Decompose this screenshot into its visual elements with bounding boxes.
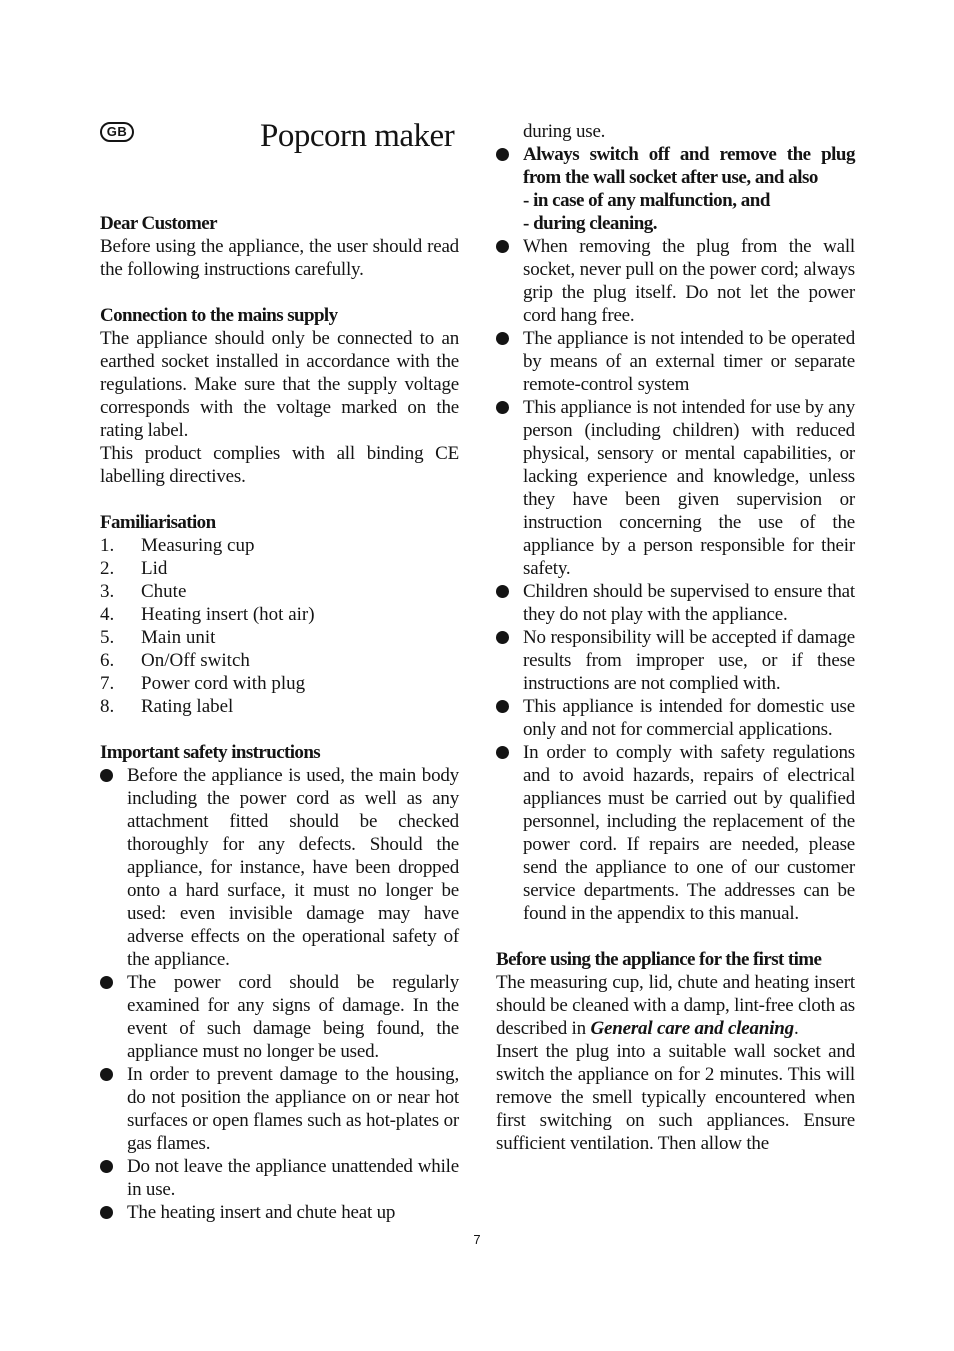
list-item <box>100 557 459 580</box>
list-item: Before the appliance is used, the main body including the power cord as well as any attachment fitted should be checked thoroughly for any defects. Should the appliance, for instance, have been dropped onto a hard surface, it must no longer be used: even invisible damage may have adverse effects on the operational safety of the appliance. <box>100 764 459 971</box>
first-time-text-2: Insert the plug into a suitable wall socket and switch the appliance on for 2 minutes. This will remove the smell typically encountered when first switching on such appliances. Ensure sufficient ventilation. Then allow the <box>496 1041 855 1154</box>
bullet-icon <box>496 240 509 253</box>
list-item: The power cord should be regularly examined for any signs of damage. In the event of such damage being found, the appliance must no longer be used. <box>100 971 459 1063</box>
bullet-icon <box>100 1068 113 1081</box>
bullet-icon <box>496 746 509 759</box>
item-label: Chute <box>141 581 187 602</box>
bullet-icon <box>100 1160 113 1173</box>
item-number: 1. <box>100 535 115 556</box>
list-item: When removing the plug from the wall socket, never pull on the power cord; always grip the plug itself. Do not let the power cord hang free. <box>496 235 855 327</box>
bullet-icon <box>496 148 509 161</box>
item-label: Heating insert (hot air) <box>141 604 315 625</box>
item-label: Rating label <box>141 696 234 717</box>
list-item: The appliance is not intended to be operated by means of an external timer or separate remote-control system <box>496 327 855 396</box>
care-cleaning-reference: General care and cleaning <box>590 1018 794 1039</box>
bullet-icon <box>100 1206 113 1219</box>
safety-list-continued <box>496 143 855 925</box>
continuation-text: during use. <box>523 121 606 142</box>
item-number: 4. <box>100 604 115 625</box>
list-item <box>100 695 459 718</box>
item-label: On/Off switch <box>141 650 250 671</box>
list-item <box>100 649 459 672</box>
list-item <box>100 534 459 557</box>
first-time-text: The measuring cup, lid, chute and heating insert should be cleaned with a damp, lint-free cloth as described in General care and cleaning. <box>496 972 855 1039</box>
list-item <box>100 603 459 626</box>
item-label: Lid <box>141 558 168 579</box>
list-item <box>496 143 855 235</box>
mains-supply-heading: Connection to the mains supply <box>100 305 338 326</box>
bullet-icon <box>496 332 509 345</box>
page-number: 7 <box>473 1232 481 1247</box>
item-number: 5. <box>100 627 115 648</box>
first-time-heading: Before using the appliance for the first time <box>496 949 822 970</box>
item-number: 6. <box>100 650 115 671</box>
list-item: The heating insert and chute heat up <box>100 1201 459 1224</box>
list-item: Children should be supervised to ensure that they do not play with the appliance. <box>496 580 855 626</box>
sub-item: - in case of any malfunction, and <box>523 190 770 211</box>
list-item: In order to comply with safety regulations and to avoid hazards, repairs of electrical appliances must be carried out by qualified personnel, including the replacement of the power cord. If repairs are needed, please send the appliance to one of our customer service departments. The addresses can be found in the appendix to this manual. <box>496 741 855 925</box>
familiarisation-heading: Familiarisation <box>100 512 216 533</box>
bullet-icon <box>496 631 509 644</box>
mains-supply-text: The appliance should only be connected to an earthed socket installed in accordance with the regulations. Make sure that the supply voltage corresponds with the voltage marked on the rating label. <box>100 328 459 441</box>
ce-compliance-text: This product complies with all binding CE labelling directives. <box>100 443 459 487</box>
item-number: 3. <box>100 581 115 602</box>
dear-customer-text: Before using the appliance, the user should read the following instructions carefully. <box>100 236 459 280</box>
item-number: 8. <box>100 696 115 717</box>
language-badge: GB <box>100 122 134 142</box>
bullet-icon <box>100 769 113 782</box>
list-item: This appliance is not intended for use by any person (including children) with reduced physical, sensory or mental capabilities, or lacking experience and knowledge, unless they have been given supervision or instruction concerning the use of the appliance by a person responsible for their safety. <box>496 396 855 580</box>
page-title: Popcorn maker <box>260 118 455 154</box>
list-item <box>100 672 459 695</box>
bullet-icon <box>496 585 509 598</box>
item-label: Power cord with plug <box>141 673 306 694</box>
bullet-icon <box>100 976 113 989</box>
item-number: 7. <box>100 673 115 694</box>
bullet-icon <box>496 700 509 713</box>
switch-off-warning: Always switch off and remove the plug from the wall socket after use, and also <box>523 144 855 188</box>
parts-list <box>100 534 459 718</box>
list-item: No responsibility will be accepted if damage results from improper use, or if these instructions are not complied with. <box>496 626 855 695</box>
safety-list <box>100 764 459 1224</box>
item-label: Measuring cup <box>141 535 255 556</box>
item-label: Main unit <box>141 627 216 648</box>
sub-item: - during cleaning. <box>523 213 658 234</box>
list-item <box>100 580 459 603</box>
right-column <box>496 120 855 1155</box>
safety-heading: Important safety instructions <box>100 742 321 763</box>
bullet-icon <box>496 401 509 414</box>
list-item <box>100 626 459 649</box>
list-item: Do not leave the appliance unattended while in use. <box>100 1155 459 1201</box>
item-number: 2. <box>100 558 115 579</box>
list-item: In order to prevent damage to the housing, do not position the appliance on or near hot surfaces or open flames such as hot-plates or gas flames. <box>100 1063 459 1155</box>
list-item: This appliance is intended for domestic use only and not for commercial applications. <box>496 695 855 741</box>
dear-customer-heading: Dear Customer <box>100 213 217 234</box>
left-column <box>100 212 459 1224</box>
